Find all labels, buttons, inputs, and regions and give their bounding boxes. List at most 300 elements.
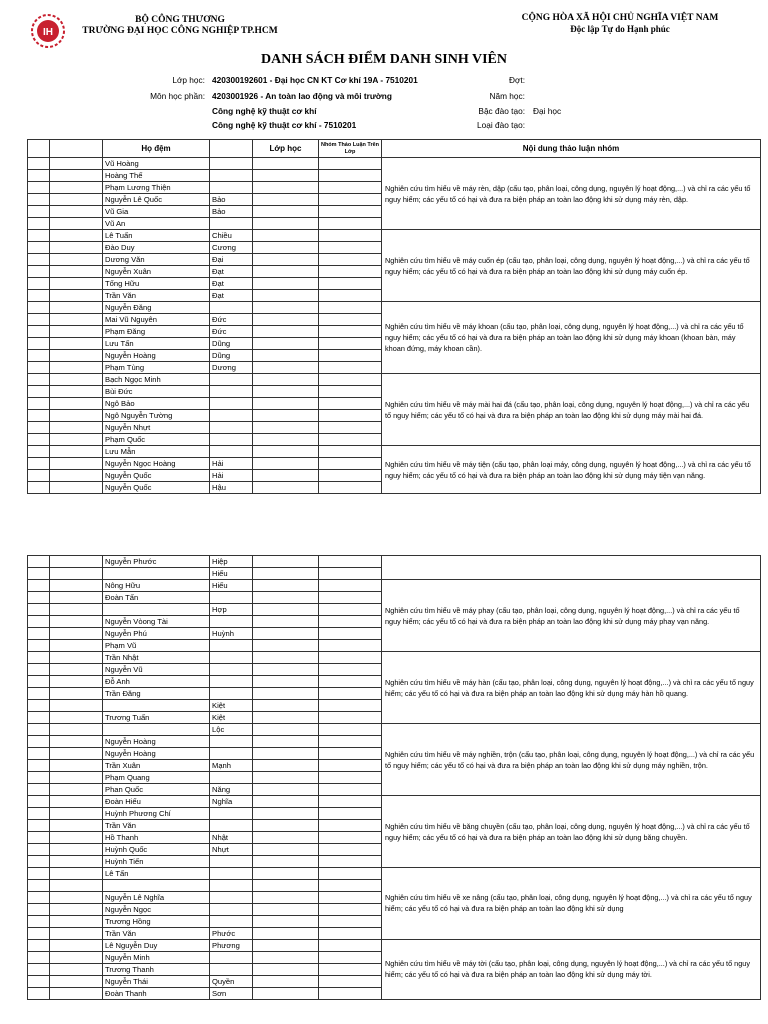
- given-name-cell: [210, 808, 253, 820]
- class-cell: [253, 556, 319, 568]
- given-name-cell: Dương: [210, 362, 253, 374]
- nation-name: CỘNG HÒA XÃ HỘI CHỦ NGHĨA VIỆT NAM: [521, 13, 719, 23]
- stt-cell: [28, 784, 50, 796]
- student-row: [28, 556, 761, 568]
- stt-cell: [28, 688, 50, 700]
- given-name-cell: Bảo: [210, 194, 253, 206]
- surname-cell: [103, 880, 210, 892]
- student-id-cell: [50, 844, 103, 856]
- stt-cell: [28, 338, 50, 350]
- given-name-cell: Chiều: [210, 230, 253, 242]
- level-value: Đại học: [533, 106, 562, 116]
- student-id-cell: [50, 446, 103, 458]
- group-cell: [319, 604, 382, 616]
- group-cell: [319, 374, 382, 386]
- given-name-cell: Hậu: [210, 482, 253, 494]
- surname-cell: Hoàng Thế: [103, 170, 210, 182]
- student-id-cell: [50, 808, 103, 820]
- given-name-cell: [210, 398, 253, 410]
- group-cell: [319, 458, 382, 470]
- surname-cell: Phan Quốc: [103, 784, 210, 796]
- stt-cell: [28, 676, 50, 688]
- group-cell: [319, 748, 382, 760]
- surname-cell: Nguyễn Đăng: [103, 302, 210, 314]
- course-label: Môn học phần:: [150, 91, 205, 101]
- given-name-cell: Hải: [210, 470, 253, 482]
- group-cell: [319, 470, 382, 482]
- surname-cell: Phạm Tùng: [103, 362, 210, 374]
- stt-cell: [28, 880, 50, 892]
- surname-cell: Hồ Thanh: [103, 832, 210, 844]
- class-cell: [253, 832, 319, 844]
- given-name-cell: [210, 748, 253, 760]
- student-id-cell: [50, 338, 103, 350]
- group-cell: [319, 915, 382, 927]
- given-name-cell: Đức: [210, 314, 253, 326]
- surname-cell: Nguyễn Ngọc: [103, 903, 210, 915]
- logo-lettering: IH: [43, 27, 53, 38]
- surname-cell: Ngô Bảo: [103, 398, 210, 410]
- surname-cell: Nguyễn Nhựt: [103, 422, 210, 434]
- given-name-cell: [210, 676, 253, 688]
- class-cell: [253, 915, 319, 927]
- issuer-block: [80, 15, 280, 37]
- student-id-cell: [50, 362, 103, 374]
- group-cell: [319, 446, 382, 458]
- student-id-cell: [50, 194, 103, 206]
- school-logo: [30, 12, 66, 50]
- stt-cell: [28, 915, 50, 927]
- student-row: [28, 580, 761, 592]
- surname-cell: Trương Hồng: [103, 915, 210, 927]
- surname-cell: Nguyễn Ngọc Hoàng: [103, 458, 210, 470]
- student-id-cell: [50, 676, 103, 688]
- given-name-cell: [210, 446, 253, 458]
- class-cell: [253, 652, 319, 664]
- given-name-cell: Lộc: [210, 724, 253, 736]
- stt-cell: [28, 254, 50, 266]
- given-name-cell: Hiếu: [210, 568, 253, 580]
- stt-cell: [28, 194, 50, 206]
- group-cell: [319, 664, 382, 676]
- stt-cell: [28, 927, 50, 939]
- given-name-cell: Mạnh: [210, 760, 253, 772]
- stt-cell: [28, 748, 50, 760]
- group-cell: [319, 338, 382, 350]
- student-id-cell: [50, 182, 103, 194]
- given-name-cell: Cương: [210, 242, 253, 254]
- class-cell: [253, 640, 319, 652]
- surname-cell: Nguyễn Vòong Tài: [103, 616, 210, 628]
- student-id-cell: [50, 302, 103, 314]
- group-cell: [319, 182, 382, 194]
- stt-cell: [28, 832, 50, 844]
- student-id-cell: [50, 975, 103, 987]
- given-name-cell: [210, 903, 253, 915]
- stt-cell: [28, 640, 50, 652]
- given-name-cell: [210, 915, 253, 927]
- surname-cell: Nguyễn Minh: [103, 951, 210, 963]
- given-name-cell: [210, 772, 253, 784]
- stt-cell: [28, 170, 50, 182]
- class-cell: [253, 987, 319, 999]
- stt-cell: [28, 230, 50, 242]
- student-id-cell: [50, 880, 103, 892]
- group-cell: [319, 975, 382, 987]
- class-cell: [253, 580, 319, 592]
- group-cell: [319, 482, 382, 494]
- stt-cell: [28, 182, 50, 194]
- student-id-cell: [50, 748, 103, 760]
- stt-cell: [28, 482, 50, 494]
- class-cell: [253, 374, 319, 386]
- student-id-cell: [50, 374, 103, 386]
- class-cell: [253, 158, 319, 170]
- surname-cell: [103, 700, 210, 712]
- student-id-cell: [50, 772, 103, 784]
- given-name-cell: Năng: [210, 784, 253, 796]
- class-cell: [253, 410, 319, 422]
- surname-cell: Nông Hữu: [103, 580, 210, 592]
- stt-cell: [28, 218, 50, 230]
- level-label: Bậc đào tạo:: [478, 106, 525, 116]
- discussion-topic-cell: Nghiên cứu tìm hiểu về máy nghiền, trộn (cấu tạo, phân loại, công dụng, nguyên lý hoạt động,...) và chỉ ra các yếu tố nguy hiểm; các yếu tố có hại và đưa ra biện pháp an toàn lao động khi sử dụng máy nghiền, trộn.: [382, 724, 761, 796]
- class-cell: [253, 903, 319, 915]
- student-id-cell: [50, 158, 103, 170]
- group-cell: [319, 784, 382, 796]
- class-cell: [253, 434, 319, 446]
- class-cell: [253, 688, 319, 700]
- given-name-cell: [210, 616, 253, 628]
- given-name-cell: Huỳnh: [210, 628, 253, 640]
- header-class: Lớp học: [253, 140, 319, 158]
- class-cell: [253, 290, 319, 302]
- class-cell: [253, 856, 319, 868]
- group-cell: [319, 242, 382, 254]
- group-cell: [319, 616, 382, 628]
- group-cell: [319, 580, 382, 592]
- class-cell: [253, 676, 319, 688]
- student-id-cell: [50, 664, 103, 676]
- discussion-topic-cell: Nghiên cứu tìm hiểu về máy rèn, dập (cấu tạo, phân loại, công dụng, nguyên lý hoạt động,...) và chỉ ra các yếu tố nguy hiểm; các yếu tố có hại và đưa ra biện pháp an toàn lao động khi sử dụng máy rèn, dập.: [382, 158, 761, 230]
- discussion-topic-cell: Nghiên cứu tìm hiểu về băng chuyền (cấu tạo, phân loại, công dụng, nguyên lý hoạt động,...) và chỉ ra các yếu tố nguy hiểm; các yếu tố có hại và đưa ra biện pháp an toàn lao động khi sử dụng băng chuyền.: [382, 796, 761, 868]
- stt-cell: [28, 939, 50, 951]
- given-name-cell: [210, 664, 253, 676]
- student-id-cell: [50, 891, 103, 903]
- group-cell: [319, 592, 382, 604]
- surname-cell: Trương Tuấn: [103, 712, 210, 724]
- class-cell: [253, 724, 319, 736]
- given-name-cell: Hiếu: [210, 580, 253, 592]
- class-cell: [253, 712, 319, 724]
- surname-cell: Nguyễn Phú: [103, 628, 210, 640]
- class-cell: [253, 230, 319, 242]
- group-cell: [319, 688, 382, 700]
- class-cell: [253, 266, 319, 278]
- stt-cell: [28, 820, 50, 832]
- given-name-cell: [210, 951, 253, 963]
- student-row: [28, 230, 761, 242]
- given-name-cell: Đạt: [210, 290, 253, 302]
- student-id-cell: [50, 784, 103, 796]
- stt-cell: [28, 951, 50, 963]
- stt-cell: [28, 652, 50, 664]
- stt-cell: [28, 808, 50, 820]
- given-name-cell: Nhật: [210, 832, 253, 844]
- class-value: 420300192601 - Đại học CN KT Cơ khí 19A - 7510201: [212, 75, 418, 85]
- stt-cell: [28, 736, 50, 748]
- class-cell: [253, 736, 319, 748]
- group-cell: [319, 568, 382, 580]
- class-cell: [253, 963, 319, 975]
- surname-cell: Nguyễn Quốc: [103, 470, 210, 482]
- given-name-cell: [210, 422, 253, 434]
- class-cell: [253, 350, 319, 362]
- given-name-cell: Sơn: [210, 987, 253, 999]
- student-id-cell: [50, 458, 103, 470]
- group-cell: [319, 410, 382, 422]
- stt-cell: [28, 470, 50, 482]
- discussion-topic-cell: Nghiên cứu tìm hiểu về máy phay (cấu tạo, phân loại, công dụng, nguyên lý hoạt động,...) và chỉ ra các yếu tố nguy hiểm; các yếu tố có hại và đưa ra biện pháp an toàn lao động khi sử dụng máy phay vạn năng.: [382, 580, 761, 652]
- student-id-cell: [50, 170, 103, 182]
- header-blank-1: [28, 140, 50, 158]
- class-cell: [253, 326, 319, 338]
- student-id-cell: [50, 470, 103, 482]
- student-id-cell: [50, 724, 103, 736]
- stt-cell: [28, 712, 50, 724]
- student-id-cell: [50, 410, 103, 422]
- table-header-row: [28, 140, 761, 158]
- surname-cell: Đoàn Tấn: [103, 592, 210, 604]
- group-cell: [319, 290, 382, 302]
- given-name-cell: Nghĩa: [210, 796, 253, 808]
- student-id-cell: [50, 712, 103, 724]
- stt-cell: [28, 604, 50, 616]
- student-id-cell: [50, 266, 103, 278]
- student-id-cell: [50, 314, 103, 326]
- stt-cell: [28, 796, 50, 808]
- group-cell: [319, 422, 382, 434]
- student-id-cell: [50, 832, 103, 844]
- stt-cell: [28, 568, 50, 580]
- discussion-topic-cell: Nghiên cứu tìm hiểu về máy tời (cấu tạo, phân loại, công dụng, nguyên lý hoạt động,...) và chỉ ra các yếu tố nguy hiểm; các yếu tố có hại và đưa ra biện pháp an toàn lao động khi sử dụng máy tời.: [382, 939, 761, 999]
- given-name-cell: Đạt: [210, 278, 253, 290]
- group-cell: [319, 278, 382, 290]
- class-cell: [253, 362, 319, 374]
- group-cell: [319, 808, 382, 820]
- student-id-cell: [50, 616, 103, 628]
- surname-cell: Tống Hữu: [103, 278, 210, 290]
- group-cell: [319, 736, 382, 748]
- stt-cell: [28, 760, 50, 772]
- class-cell: [253, 927, 319, 939]
- surname-cell: Nguyễn Lê Quốc: [103, 194, 210, 206]
- given-name-cell: [210, 170, 253, 182]
- stt-cell: [28, 856, 50, 868]
- surname-cell: Lê Nguyễn Duy: [103, 939, 210, 951]
- given-name-cell: Dũng: [210, 350, 253, 362]
- given-name-cell: [210, 640, 253, 652]
- student-id-cell: [50, 604, 103, 616]
- stt-cell: [28, 242, 50, 254]
- stt-cell: [28, 278, 50, 290]
- class-cell: [253, 422, 319, 434]
- stt-cell: [28, 987, 50, 999]
- surname-cell: Phạm Đăng: [103, 326, 210, 338]
- student-row: [28, 652, 761, 664]
- given-name-cell: Dũng: [210, 338, 253, 350]
- student-id-cell: [50, 939, 103, 951]
- stt-cell: [28, 158, 50, 170]
- given-name-cell: Quyền: [210, 975, 253, 987]
- student-id-cell: [50, 206, 103, 218]
- group-cell: [319, 796, 382, 808]
- student-row: [28, 868, 761, 880]
- class-cell: [253, 170, 319, 182]
- stt-cell: [28, 314, 50, 326]
- student-row: [28, 446, 761, 458]
- group-cell: [319, 951, 382, 963]
- student-id-cell: [50, 218, 103, 230]
- surname-cell: Lê Tấn: [103, 868, 210, 880]
- class-cell: [253, 386, 319, 398]
- discussion-topic-cell: Nghiên cứu tìm hiểu về máy khoan (cấu tạo, phân loại, công dụng, nguyên lý hoạt động,...) và chỉ ra các yếu tố nguy hiểm; các yếu tố có hại và đưa ra biện pháp an toàn lao động khi sử dụng máy khoan (khoan bàn, máy khoan đứng, máy khoan cần).: [382, 302, 761, 374]
- group-cell: [319, 760, 382, 772]
- discussion-topic-cell: Nghiên cứu tìm hiểu về xe nâng (cấu tạo, phân loại, công dụng, nguyên lý hoạt động,...) và chỉ ra các yếu tố nguy hiểm; các yếu tố có hại và đưa ra biện pháp an toàn lao động khi sử dụng: [382, 868, 761, 940]
- group-cell: [319, 194, 382, 206]
- header-surname: Họ đệm: [103, 140, 210, 158]
- stt-cell: [28, 700, 50, 712]
- surname-cell: Lưu Mẫn: [103, 446, 210, 458]
- surname-cell: Nguyễn Xuân: [103, 266, 210, 278]
- student-id-cell: [50, 580, 103, 592]
- surname-cell: Dương Văn: [103, 254, 210, 266]
- stt-cell: [28, 266, 50, 278]
- group-cell: [319, 628, 382, 640]
- class-cell: [253, 796, 319, 808]
- stt-cell: [28, 398, 50, 410]
- student-id-cell: [50, 700, 103, 712]
- stt-cell: [28, 903, 50, 915]
- stt-cell: [28, 975, 50, 987]
- group-cell: [319, 434, 382, 446]
- group-cell: [319, 362, 382, 374]
- surname-cell: Ngô Nguyễn Tường: [103, 410, 210, 422]
- student-id-cell: [50, 386, 103, 398]
- school-name: TRƯỜNG ĐẠI HỌC CÔNG NGHIỆP TP.HCM: [82, 26, 278, 36]
- class-cell: [253, 880, 319, 892]
- surname-cell: Trần Đăng: [103, 688, 210, 700]
- attendance-table-page-1: [27, 139, 761, 494]
- given-name-cell: Hiệp: [210, 556, 253, 568]
- surname-cell: Trần Văn: [103, 290, 210, 302]
- class-cell: [253, 446, 319, 458]
- stt-cell: [28, 422, 50, 434]
- given-name-cell: [210, 302, 253, 314]
- class-cell: [253, 302, 319, 314]
- given-name-cell: [210, 891, 253, 903]
- student-id-cell: [50, 592, 103, 604]
- stt-cell: [28, 891, 50, 903]
- stt-cell: [28, 446, 50, 458]
- type-label: Loại đào tạo:: [477, 120, 525, 130]
- discussion-topic-cell: Nghiên cứu tìm hiểu về máy cuốn ép (cấu tạo, phân loại, công dụng, nguyên lý hoạt động,...) và chỉ ra các yếu tố nguy hiểm; các yếu tố có hại và đưa ra biện pháp an toàn lao động khi sử dụng máy cuốn ép.: [382, 230, 761, 302]
- class-cell: [253, 314, 319, 326]
- class-cell: [253, 568, 319, 580]
- student-id-cell: [50, 434, 103, 446]
- period-label: Đợt:: [508, 75, 525, 85]
- class-cell: [253, 592, 319, 604]
- class-cell: [253, 700, 319, 712]
- stt-cell: [28, 628, 50, 640]
- surname-cell: Bùi Đức: [103, 386, 210, 398]
- class-cell: [253, 482, 319, 494]
- class-cell: [253, 820, 319, 832]
- class-cell: [253, 951, 319, 963]
- attendance-table-page-2: [27, 555, 761, 1000]
- stt-cell: [28, 206, 50, 218]
- class-cell: [253, 760, 319, 772]
- class-cell: [253, 242, 319, 254]
- surname-cell: Vũ Gia: [103, 206, 210, 218]
- student-id-cell: [50, 987, 103, 999]
- class-cell: [253, 338, 319, 350]
- given-name-cell: [210, 880, 253, 892]
- header-group: Nhóm Thảo Luận Trên Lớp: [319, 140, 382, 158]
- given-name-cell: Phước: [210, 927, 253, 939]
- given-name-cell: [210, 386, 253, 398]
- student-id-cell: [50, 230, 103, 242]
- stt-cell: [28, 616, 50, 628]
- class-cell: [253, 939, 319, 951]
- given-name-cell: Bảo: [210, 206, 253, 218]
- group-cell: [319, 158, 382, 170]
- surname-cell: Phạm Vũ: [103, 640, 210, 652]
- stt-cell: [28, 772, 50, 784]
- given-name-cell: Kiệt: [210, 712, 253, 724]
- surname-cell: Phạm Lương Thiện: [103, 182, 210, 194]
- surname-cell: Trần Xuân: [103, 760, 210, 772]
- group-cell: [319, 676, 382, 688]
- discussion-topic-cell: [382, 556, 761, 580]
- group-cell: [319, 820, 382, 832]
- group-cell: [319, 832, 382, 844]
- surname-cell: Nguyễn Hoàng: [103, 748, 210, 760]
- class-cell: [253, 206, 319, 218]
- given-name-cell: [210, 688, 253, 700]
- surname-cell: [103, 724, 210, 736]
- group-cell: [319, 880, 382, 892]
- student-row: [28, 302, 761, 314]
- class-cell: [253, 616, 319, 628]
- group-cell: [319, 302, 382, 314]
- given-name-cell: Kiệt: [210, 700, 253, 712]
- surname-cell: Nguyễn Quốc: [103, 482, 210, 494]
- surname-cell: Lê Tuấn: [103, 230, 210, 242]
- major-line-1: Công nghệ kỹ thuật cơ khí: [212, 106, 317, 116]
- class-cell: [253, 784, 319, 796]
- discussion-topic-cell: Nghiên cứu tìm hiểu về máy hàn (cấu tạo, phân loại, công dụng, nguyên lý hoạt động,...) và chỉ ra các yếu tố nguy hiểm; các yếu tố có hại và đưa ra biện pháp an toàn lao động khi sử dụng máy hàn hồ quang.: [382, 652, 761, 724]
- group-cell: [319, 987, 382, 999]
- group-cell: [319, 724, 382, 736]
- group-cell: [319, 230, 382, 242]
- surname-cell: [103, 568, 210, 580]
- student-id-cell: [50, 640, 103, 652]
- stt-cell: [28, 556, 50, 568]
- given-name-cell: Đức: [210, 326, 253, 338]
- group-cell: [319, 170, 382, 182]
- stt-cell: [28, 350, 50, 362]
